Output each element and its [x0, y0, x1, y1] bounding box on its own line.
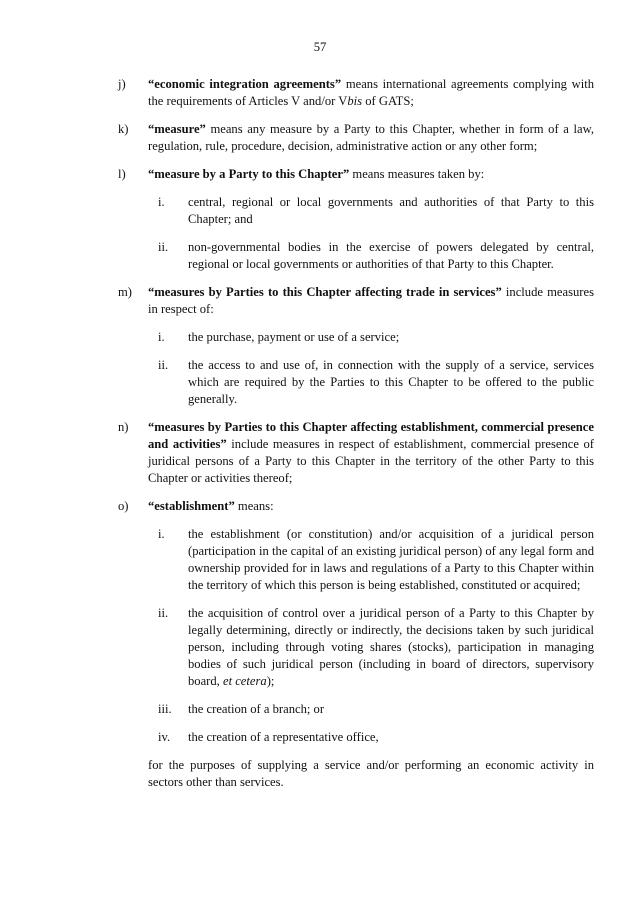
- definition-label: m): [118, 285, 132, 299]
- definition-text: “measures by Parties to this Chapter affecting trade in services” include measures in respect of:: [148, 285, 594, 316]
- definition-label: k): [118, 122, 129, 136]
- list-item-label: ii.: [158, 358, 169, 372]
- list-item-text: non-governmental bodies in the exercise of powers delegated by central, regional or local governments or authorities of that Party to this Chapter.: [188, 240, 594, 271]
- list-item: [118, 329, 594, 346]
- definition-term: “measure by a Party to this Chapter”: [148, 167, 350, 181]
- document-body: [118, 76, 594, 791]
- list-item-label: ii.: [158, 240, 169, 254]
- list-item-text: central, regional or local governments and authorities of that Party to this Chapter; and: [188, 195, 594, 226]
- definition-term: “measures by Parties to this Chapter affecting trade in services”: [148, 285, 502, 299]
- closing-paragraph: for the purposes of supplying a service and/or performing an economic activity in sectors other than services.: [148, 758, 594, 789]
- definition-label: l): [118, 167, 126, 181]
- definition-label: o): [118, 499, 129, 513]
- page-number: 57: [313, 40, 327, 54]
- list-item: [118, 526, 594, 594]
- list-item: [118, 239, 594, 273]
- definition-j: [118, 76, 594, 110]
- list-item-label: iii.: [158, 702, 172, 716]
- definition-text: “economic integration agreements” means international agreements complying with the requirements of Articles V and/or Vbis of GATS;: [148, 77, 594, 108]
- list-item-text: the creation of a representative office,: [188, 730, 379, 744]
- definition-o: [118, 498, 594, 515]
- definition-term: “measures by Parties to this Chapter affecting establishment, commercial presence and activities”: [148, 420, 594, 451]
- list-item-label: iv.: [158, 730, 171, 744]
- list-item: [118, 357, 594, 408]
- definition-label: j): [118, 77, 126, 91]
- definition-term: “measure”: [148, 122, 206, 136]
- list-item-label: i.: [158, 330, 165, 344]
- definition-k: [118, 121, 594, 155]
- definition-l: [118, 166, 594, 183]
- list-item-text: the acquisition of control over a juridical person of a Party to this Chapter by legally determining, directly or indirectly, the decisions taken by such juridical person, including through voting shares (stocks), participation in managing bodies of such juridical person (including in board of directors, supervisory board, et cetera);: [188, 606, 594, 688]
- list-item-text: the creation of a branch; or: [188, 702, 325, 716]
- definition-label: n): [118, 420, 129, 434]
- list-item-text: the establishment (or constitution) and/or acquisition of a juridical person (participation in the capital of an existing juridical person) of any legal form and ownership provided for in laws and regulations of a Party to this Chapter within the territory of which this person is being established, constituted or acquired;: [188, 527, 594, 592]
- list-item-text: the purchase, payment or use of a service;: [188, 330, 400, 344]
- definition-n: [118, 419, 594, 487]
- definition-text: “measure by a Party to this Chapter” means measures taken by:: [148, 167, 485, 181]
- definition-term: “economic integration agreements”: [148, 77, 342, 91]
- list-item-label: i.: [158, 195, 165, 209]
- definition-text: “measures by Parties to this Chapter affecting establishment, commercial presence and activities” include measures in respect of establishment, commercial presence of juridical persons of a Party to this Chapter in the territory of the other Party to this Chapter or activities thereof;: [148, 420, 594, 485]
- list-item: [118, 194, 594, 228]
- definition-term: “establishment”: [148, 499, 235, 513]
- list-item-label: i.: [158, 527, 165, 541]
- definition-m: [118, 284, 594, 318]
- list-item-label: ii.: [158, 606, 169, 620]
- list-item: [118, 701, 594, 718]
- definition-text: “measure” means any measure by a Party to this Chapter, whether in form of a law, regulation, rule, procedure, decision, administrative action or any other form;: [148, 122, 594, 153]
- list-item-text: the access to and use of, in connection with the supply of a service, services which are required by the Parties to this Chapter to be offered to the public generally.: [188, 358, 594, 406]
- list-item: [118, 605, 594, 690]
- definition-text: “establishment” means:: [148, 499, 274, 513]
- list-item: [118, 729, 594, 746]
